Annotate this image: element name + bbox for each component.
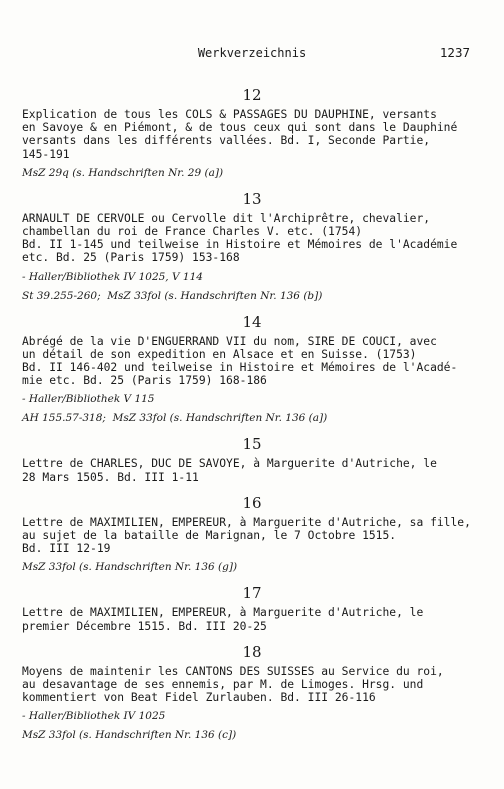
- running-title: Werkverzeichnis: [197, 46, 307, 60]
- entry-text-line: Lettre de MAXIMILIEN, EMPEREUR, à Marguerite d'Autriche, sa fille,: [22, 515, 471, 529]
- entry-text-line: ARNAULT DE CERVOLE ou Cervolle dit l'Archiprêtre, chevalier,: [22, 211, 431, 225]
- catalog-entry: [22, 86, 482, 180]
- shelfmark: MsZ 33fol (s. Handschriften Nr. 136 (g]): [22, 561, 238, 574]
- entries-list: [22, 86, 482, 752]
- catalog-entry: [22, 643, 482, 743]
- entry-text-line: au sujet de la bataille de Marignan, le 7 Octobre 1515.: [22, 529, 397, 543]
- entry-number: 13: [242, 189, 262, 208]
- entry-text-line: Bd. III 12-19: [22, 542, 111, 556]
- entry-text-line: Abrégé de la vie D'ENGUERRAND VII du nom, SIRE DE COUCI, avec: [22, 334, 437, 348]
- entry-number: 16: [242, 493, 262, 512]
- shelfmark: MsZ 33fol (s. Handschriften Nr. 136 (c]): [22, 729, 237, 742]
- page-number: 1237: [439, 45, 470, 60]
- entry-text-line: Bd. II 146-402 und teilweise in Histoire et Mémoires de l'Acadé-: [22, 361, 458, 375]
- shelfmark: St 39.255-260; MsZ 33fol (s. Handschriften Nr. 136 (b]): [22, 289, 323, 302]
- entry-text-line: Lettre de CHARLES, DUC DE SAVOYE, à Marguerite d'Autriche, le: [22, 457, 437, 471]
- catalog-entry: [22, 584, 482, 632]
- bibliography-note: - Haller/Bibliothek IV 1025, V 114: [22, 270, 203, 283]
- bibliography-note: - Haller/Bibliothek V 115: [22, 393, 155, 406]
- entry-text-line: un détail de son expedition en Alsace et en Suisse. (1753): [22, 347, 417, 361]
- entry-text-line: 145-191: [22, 147, 70, 161]
- entry-number: 12: [242, 86, 262, 104]
- entry-text-line: en Savoye & en Piémont, & de tous ceux qui sont dans le Dauphiné: [22, 121, 458, 135]
- entry-text-line: Explication de tous les COLS & PASSAGES DU DAUPHINE, versants: [22, 108, 437, 121]
- catalog-entry: [22, 313, 482, 426]
- catalog-entry: [22, 494, 482, 575]
- entry-text-line: etc. Bd. 25 (Paris 1759) 153-168: [22, 251, 240, 265]
- entry-number: 18: [242, 642, 262, 661]
- entry-text-line: kommentiert von Beat Fidel Zurlauben. Bd. III 26-116: [22, 691, 376, 705]
- entry-text-line: au desavantage de ses ennemis, par M. de Limoges. Hrsg. und: [22, 678, 424, 692]
- entry-text-line: versants dans les différents vallées. Bd. I, Seconde Partie,: [22, 134, 431, 148]
- bibliography-note: - Haller/Bibliothek IV 1025: [22, 710, 166, 723]
- entry-text-line: premier Décembre 1515. Bd. III 20-25: [22, 619, 267, 633]
- entry-text-line: Moyens de maintenir les CANTONS DES SUISSES au Service du roi,: [22, 664, 444, 678]
- entry-number: 17: [242, 584, 262, 603]
- catalog-entry: [22, 190, 482, 303]
- entry-text-line: Lettre de MAXIMILIEN, EMPEREUR, à Marguerite d'Autriche, le: [22, 606, 424, 620]
- entry-number: 15: [242, 435, 262, 454]
- entry-text-line: 28 Mars 1505. Bd. III 1-11: [22, 470, 199, 484]
- entry-text-line: Bd. II 1-145 und teilweise in Histoire et Mémoires de l'Académie: [22, 238, 458, 252]
- catalog-entry: [22, 435, 482, 483]
- shelfmark: AH 155.57-318; MsZ 33fol (s. Handschriften Nr. 136 (a]): [22, 412, 328, 425]
- entry-text-line: mie etc. Bd. 25 (Paris 1759) 168-186: [22, 374, 267, 388]
- shelfmark: MsZ 29q (s. Handschriften Nr. 29 (a]): [22, 166, 224, 179]
- entry-number: 14: [242, 312, 262, 331]
- entry-text-line: chambellan du roi de France Charles V. etc. (1754): [22, 225, 363, 239]
